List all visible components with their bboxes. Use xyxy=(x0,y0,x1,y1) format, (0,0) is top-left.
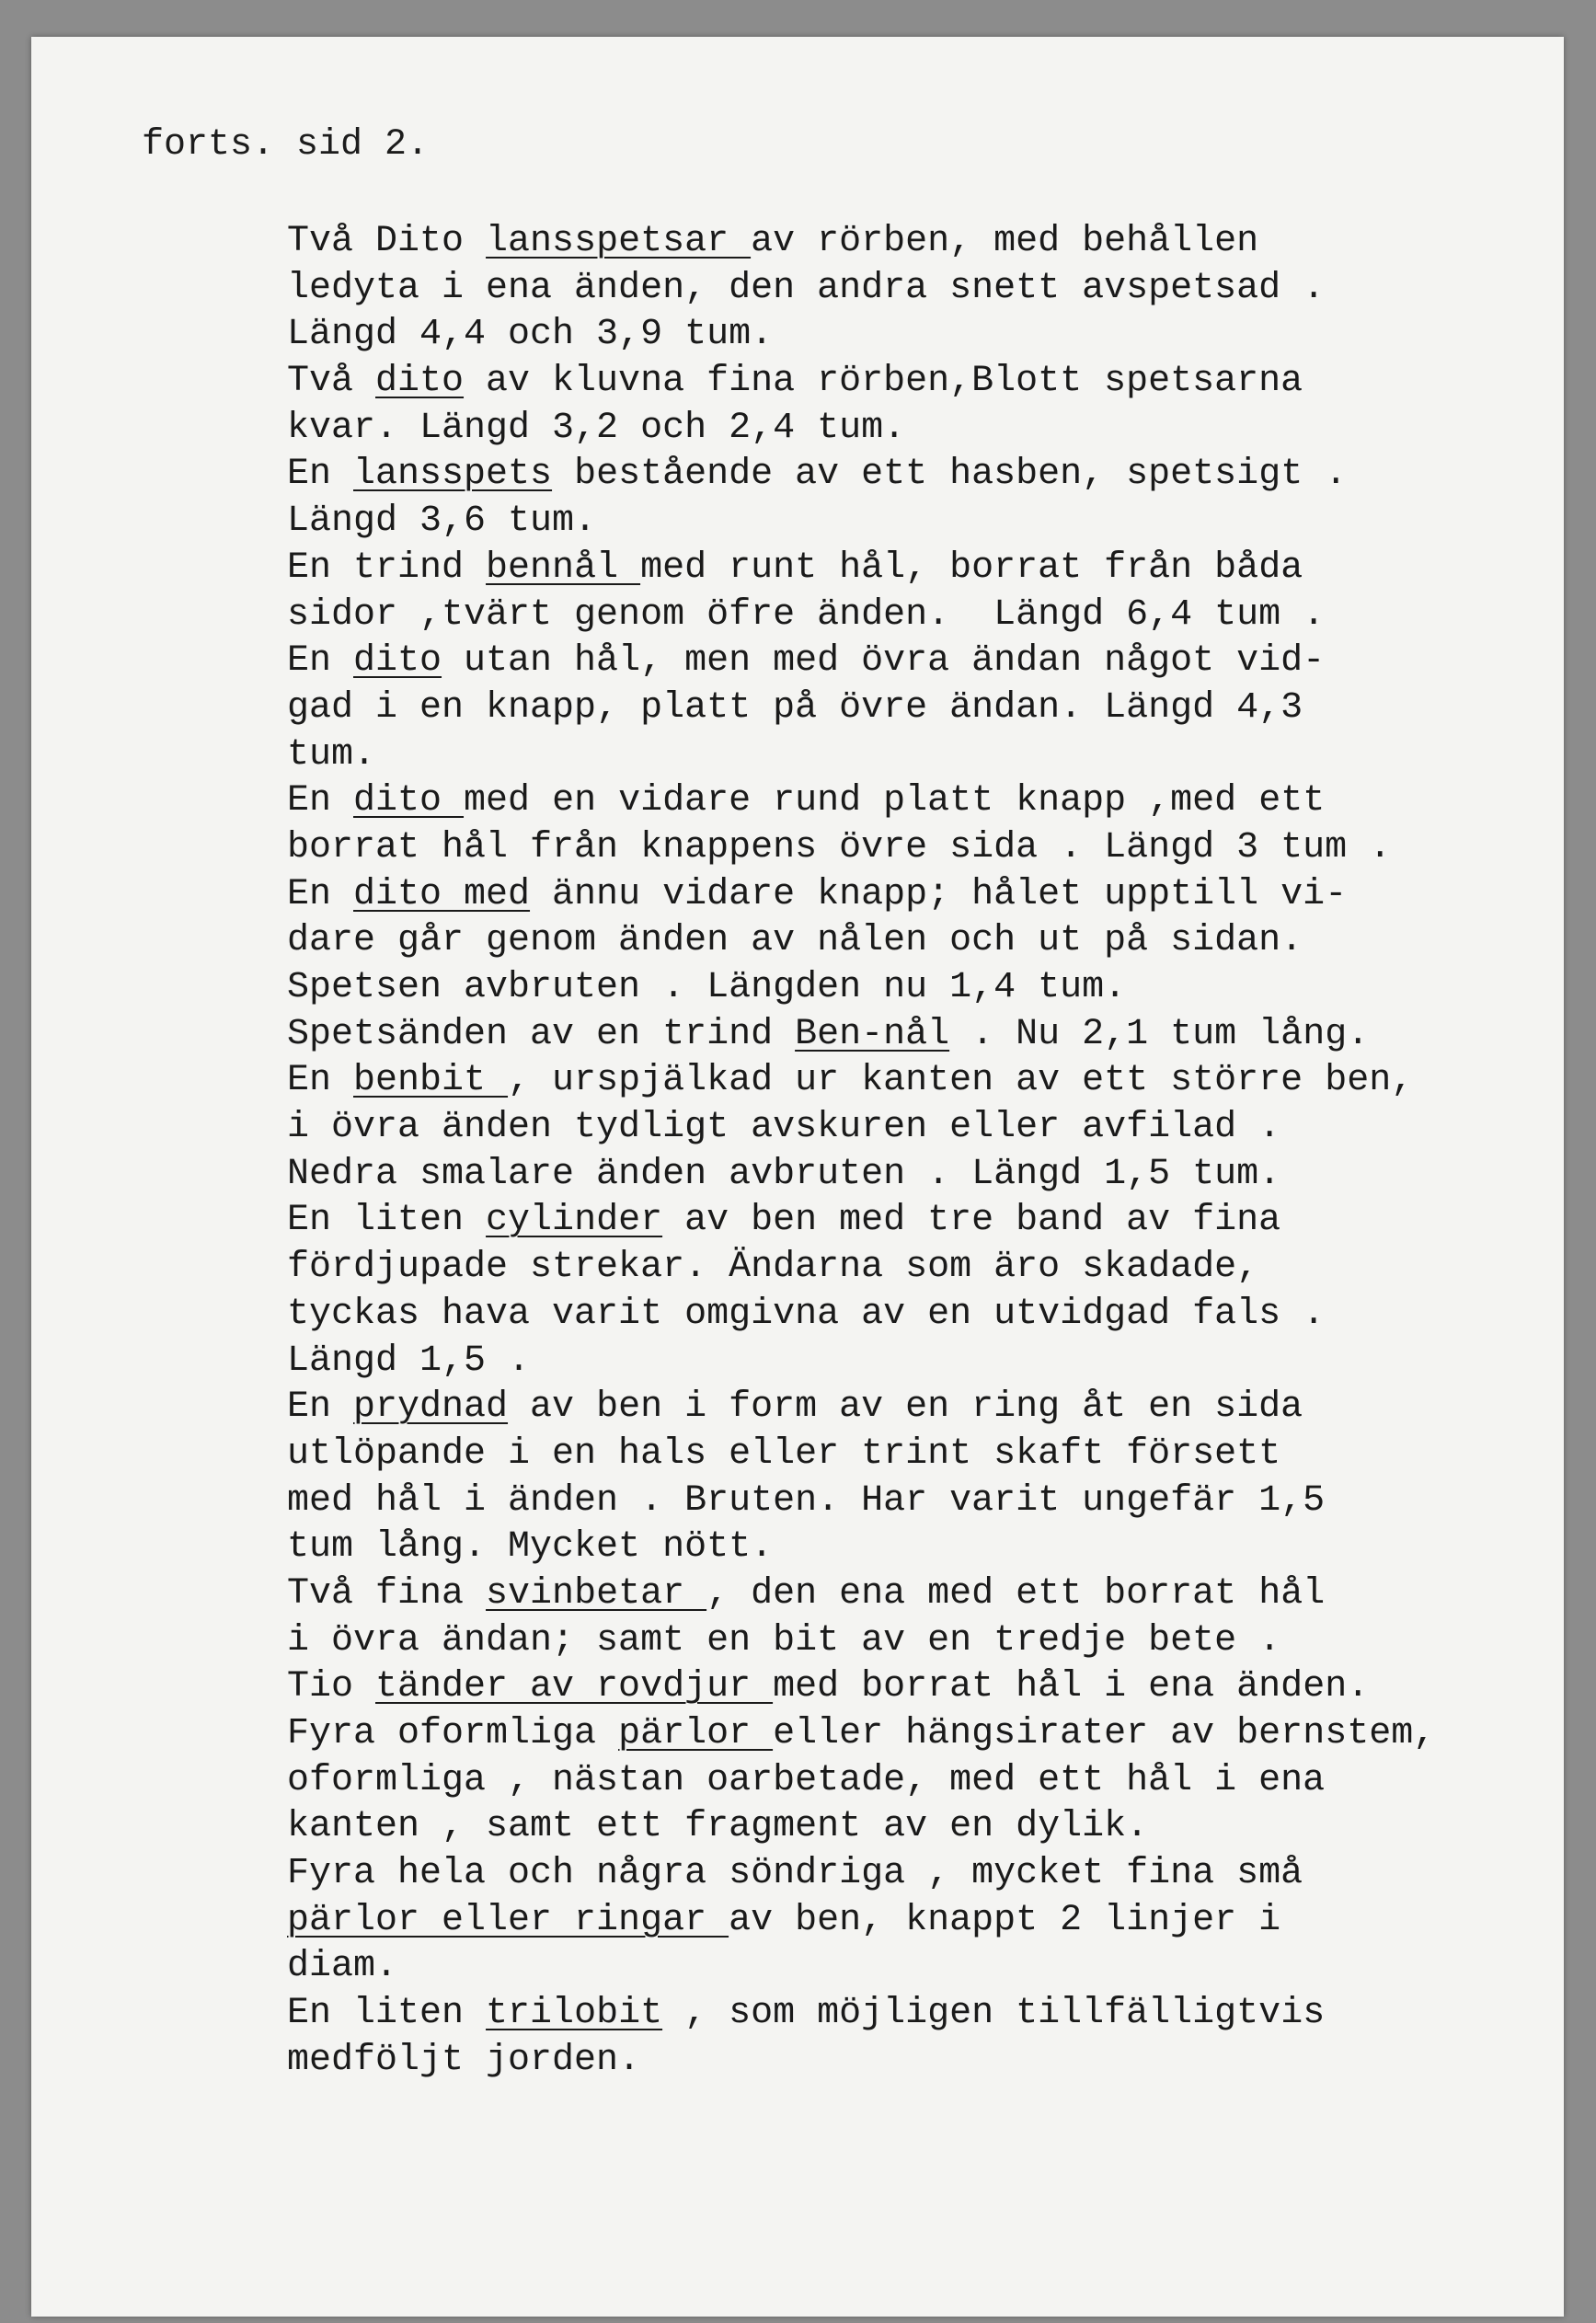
text-segment: i övra änden tydligt avskuren eller avfilad . xyxy=(287,1107,1281,1149)
text-line xyxy=(287,1571,1435,1618)
text-segment: tum lång. Mycket nött. xyxy=(287,1526,774,1569)
text-line xyxy=(287,1245,1435,1292)
text-line xyxy=(287,1339,1435,1386)
text-line xyxy=(287,312,1435,359)
text-line xyxy=(287,825,1435,872)
text-segment: med runt hål, borrat från båda xyxy=(640,546,1303,589)
text-line xyxy=(287,266,1435,313)
text-line xyxy=(287,685,1435,732)
text-segment: kvar. Längd 3,2 och 2,4 tum. xyxy=(287,407,906,449)
underlined-term: prydnad xyxy=(353,1386,509,1429)
text-line xyxy=(287,1991,1435,2038)
document-page xyxy=(31,37,1564,2317)
text-segment: Längd 3,6 tum. xyxy=(287,500,597,543)
text-line xyxy=(287,546,1435,592)
typed-text-body xyxy=(287,219,1435,2085)
text-segment: ledyta i ena änden, den andra snett avspetsad . xyxy=(287,267,1326,309)
text-line xyxy=(287,1758,1435,1805)
text-line xyxy=(287,1944,1435,1991)
underlined-term: pärlor eller ringar xyxy=(287,1899,729,1941)
text-segment: En xyxy=(287,1060,354,1102)
text-segment: med hål i änden . Bruten. Har varit ungefär 1,5 xyxy=(287,1479,1326,1522)
text-line xyxy=(287,1385,1435,1432)
text-line xyxy=(287,1851,1435,1898)
text-segment: Nedra smalare änden avbruten . Längd 1,5 tum. xyxy=(287,1153,1281,1195)
page-header: forts. sid 2. xyxy=(142,124,430,166)
text-line xyxy=(287,452,1435,499)
underlined-term: tänder av rovdjur xyxy=(375,1666,774,1708)
text-segment: En xyxy=(287,873,354,915)
text-segment: Spetsänden av en trind xyxy=(287,1013,796,1055)
text-segment: borrat hål från knappens övre sida . Längd 3 tum . xyxy=(287,826,1392,868)
text-segment: kanten , samt ett fragment av en dylik. xyxy=(287,1806,1149,1848)
text-segment: oformliga , nästan oarbetade, med ett hål i ena xyxy=(287,1759,1326,1801)
text-line xyxy=(287,1058,1435,1105)
text-segment: utan hål, men med övra ändan något vid- xyxy=(442,640,1326,683)
text-segment: av ben med tre band av fina xyxy=(662,1200,1281,1242)
text-segment: diam. xyxy=(287,1946,398,1988)
text-segment: Tio xyxy=(287,1666,376,1708)
text-line xyxy=(287,499,1435,546)
text-segment: utlöpande i en hals eller trint skaft försett xyxy=(287,1432,1281,1475)
text-segment: En xyxy=(287,454,354,496)
text-segment: Fyra hela och några söndriga , mycket fina små xyxy=(287,1853,1303,1895)
underlined-term: cylinder xyxy=(486,1200,663,1242)
text-line xyxy=(287,406,1435,453)
text-segment: av ben, knappt 2 linjer i xyxy=(729,1899,1281,1941)
text-segment: . Nu 2,1 tum lång. xyxy=(949,1013,1370,1055)
text-line xyxy=(287,872,1435,919)
text-line xyxy=(287,1292,1435,1339)
text-segment: , urspjälkad ur kanten av ett större ben, xyxy=(508,1060,1414,1102)
text-segment: En liten xyxy=(287,1200,487,1242)
text-segment: Längd 1,5 . xyxy=(287,1340,531,1382)
text-segment: sidor ,tvärt genom öfre änden. Längd 6,4 tum . xyxy=(287,593,1326,636)
text-segment: eller hängsirater av bernstem, xyxy=(773,1713,1436,1754)
text-line xyxy=(287,1618,1435,1665)
text-line xyxy=(287,1664,1435,1711)
text-segment: i övra ändan; samt en bit av en tredje bete . xyxy=(287,1619,1281,1662)
underlined-term: dito med xyxy=(353,873,531,915)
text-line xyxy=(287,918,1435,965)
text-line xyxy=(287,778,1435,825)
underlined-term: dito xyxy=(353,640,442,683)
text-segment: Längd 4,4 och 3,9 tum. xyxy=(287,314,774,356)
underlined-term: lansspetsar xyxy=(486,221,752,262)
text-segment: ännu vidare knapp; hålet upptill vi- xyxy=(530,873,1348,915)
text-line xyxy=(287,638,1435,685)
underlined-term: dito xyxy=(375,361,465,403)
text-line xyxy=(287,592,1435,639)
text-line xyxy=(287,2038,1435,2085)
underlined-term: svinbetar xyxy=(486,1572,707,1615)
text-line xyxy=(287,1804,1435,1851)
text-segment: av rörben, med behållen xyxy=(751,221,1259,262)
text-segment: , den ena med ett borrat hål xyxy=(706,1572,1326,1615)
text-segment: av kluvna fina rörben,Blott spetsarna xyxy=(464,361,1303,403)
text-line xyxy=(287,732,1435,779)
text-segment: En xyxy=(287,1386,354,1429)
text-segment: En xyxy=(287,780,354,822)
underlined-term: bennål xyxy=(486,546,641,589)
text-segment: Spetsen avbruten . Längden nu 1,4 tum. xyxy=(287,967,1127,1008)
underlined-term: lansspets xyxy=(353,454,553,496)
text-line xyxy=(287,359,1435,406)
text-segment: tum. xyxy=(287,733,376,776)
underlined-term: Ben-nål xyxy=(795,1013,950,1055)
text-line xyxy=(287,1478,1435,1525)
text-segment: medföljt jorden. xyxy=(287,2039,641,2081)
text-line xyxy=(287,219,1435,266)
text-segment: , som möjligen tillfälligtvis xyxy=(662,1993,1326,2035)
text-line xyxy=(287,1898,1435,1945)
underlined-term: pärlor xyxy=(618,1713,774,1754)
underlined-term: dito xyxy=(353,780,465,822)
underlined-term: trilobit xyxy=(486,1993,663,2035)
text-segment: Fyra oformliga xyxy=(287,1713,619,1754)
text-segment: En xyxy=(287,640,354,683)
text-segment: med borrat hål i ena änden. xyxy=(773,1666,1370,1708)
text-segment: gad i en knapp, platt på övre ändan. Längd 4,3 xyxy=(287,686,1303,729)
text-segment: En liten xyxy=(287,1993,487,2035)
text-segment: En trind xyxy=(287,546,487,589)
text-line xyxy=(287,1524,1435,1571)
text-segment: fördjupade strekar. Ändarna som äro skadade, xyxy=(287,1247,1259,1289)
text-segment: Två xyxy=(287,361,376,403)
text-line xyxy=(287,1198,1435,1245)
text-line xyxy=(287,1711,1435,1758)
text-line xyxy=(287,1105,1435,1152)
text-segment: med en vidare rund platt knapp ,med ett xyxy=(464,780,1326,822)
underlined-term: benbit xyxy=(353,1060,509,1102)
text-segment: dare går genom änden av nålen och ut på sidan. xyxy=(287,920,1303,962)
text-segment: Två Dito xyxy=(287,221,487,262)
text-segment: tyckas hava varit omgivna av en utvidgad fals . xyxy=(287,1293,1326,1335)
text-line xyxy=(287,965,1435,1012)
text-segment: av ben i form av en ring åt en sida xyxy=(508,1386,1303,1429)
text-segment: bestående av ett hasben, spetsigt . xyxy=(552,454,1348,496)
text-segment: Två fina xyxy=(287,1572,487,1615)
text-line xyxy=(287,1152,1435,1199)
text-line xyxy=(287,1012,1435,1059)
text-line xyxy=(287,1432,1435,1478)
